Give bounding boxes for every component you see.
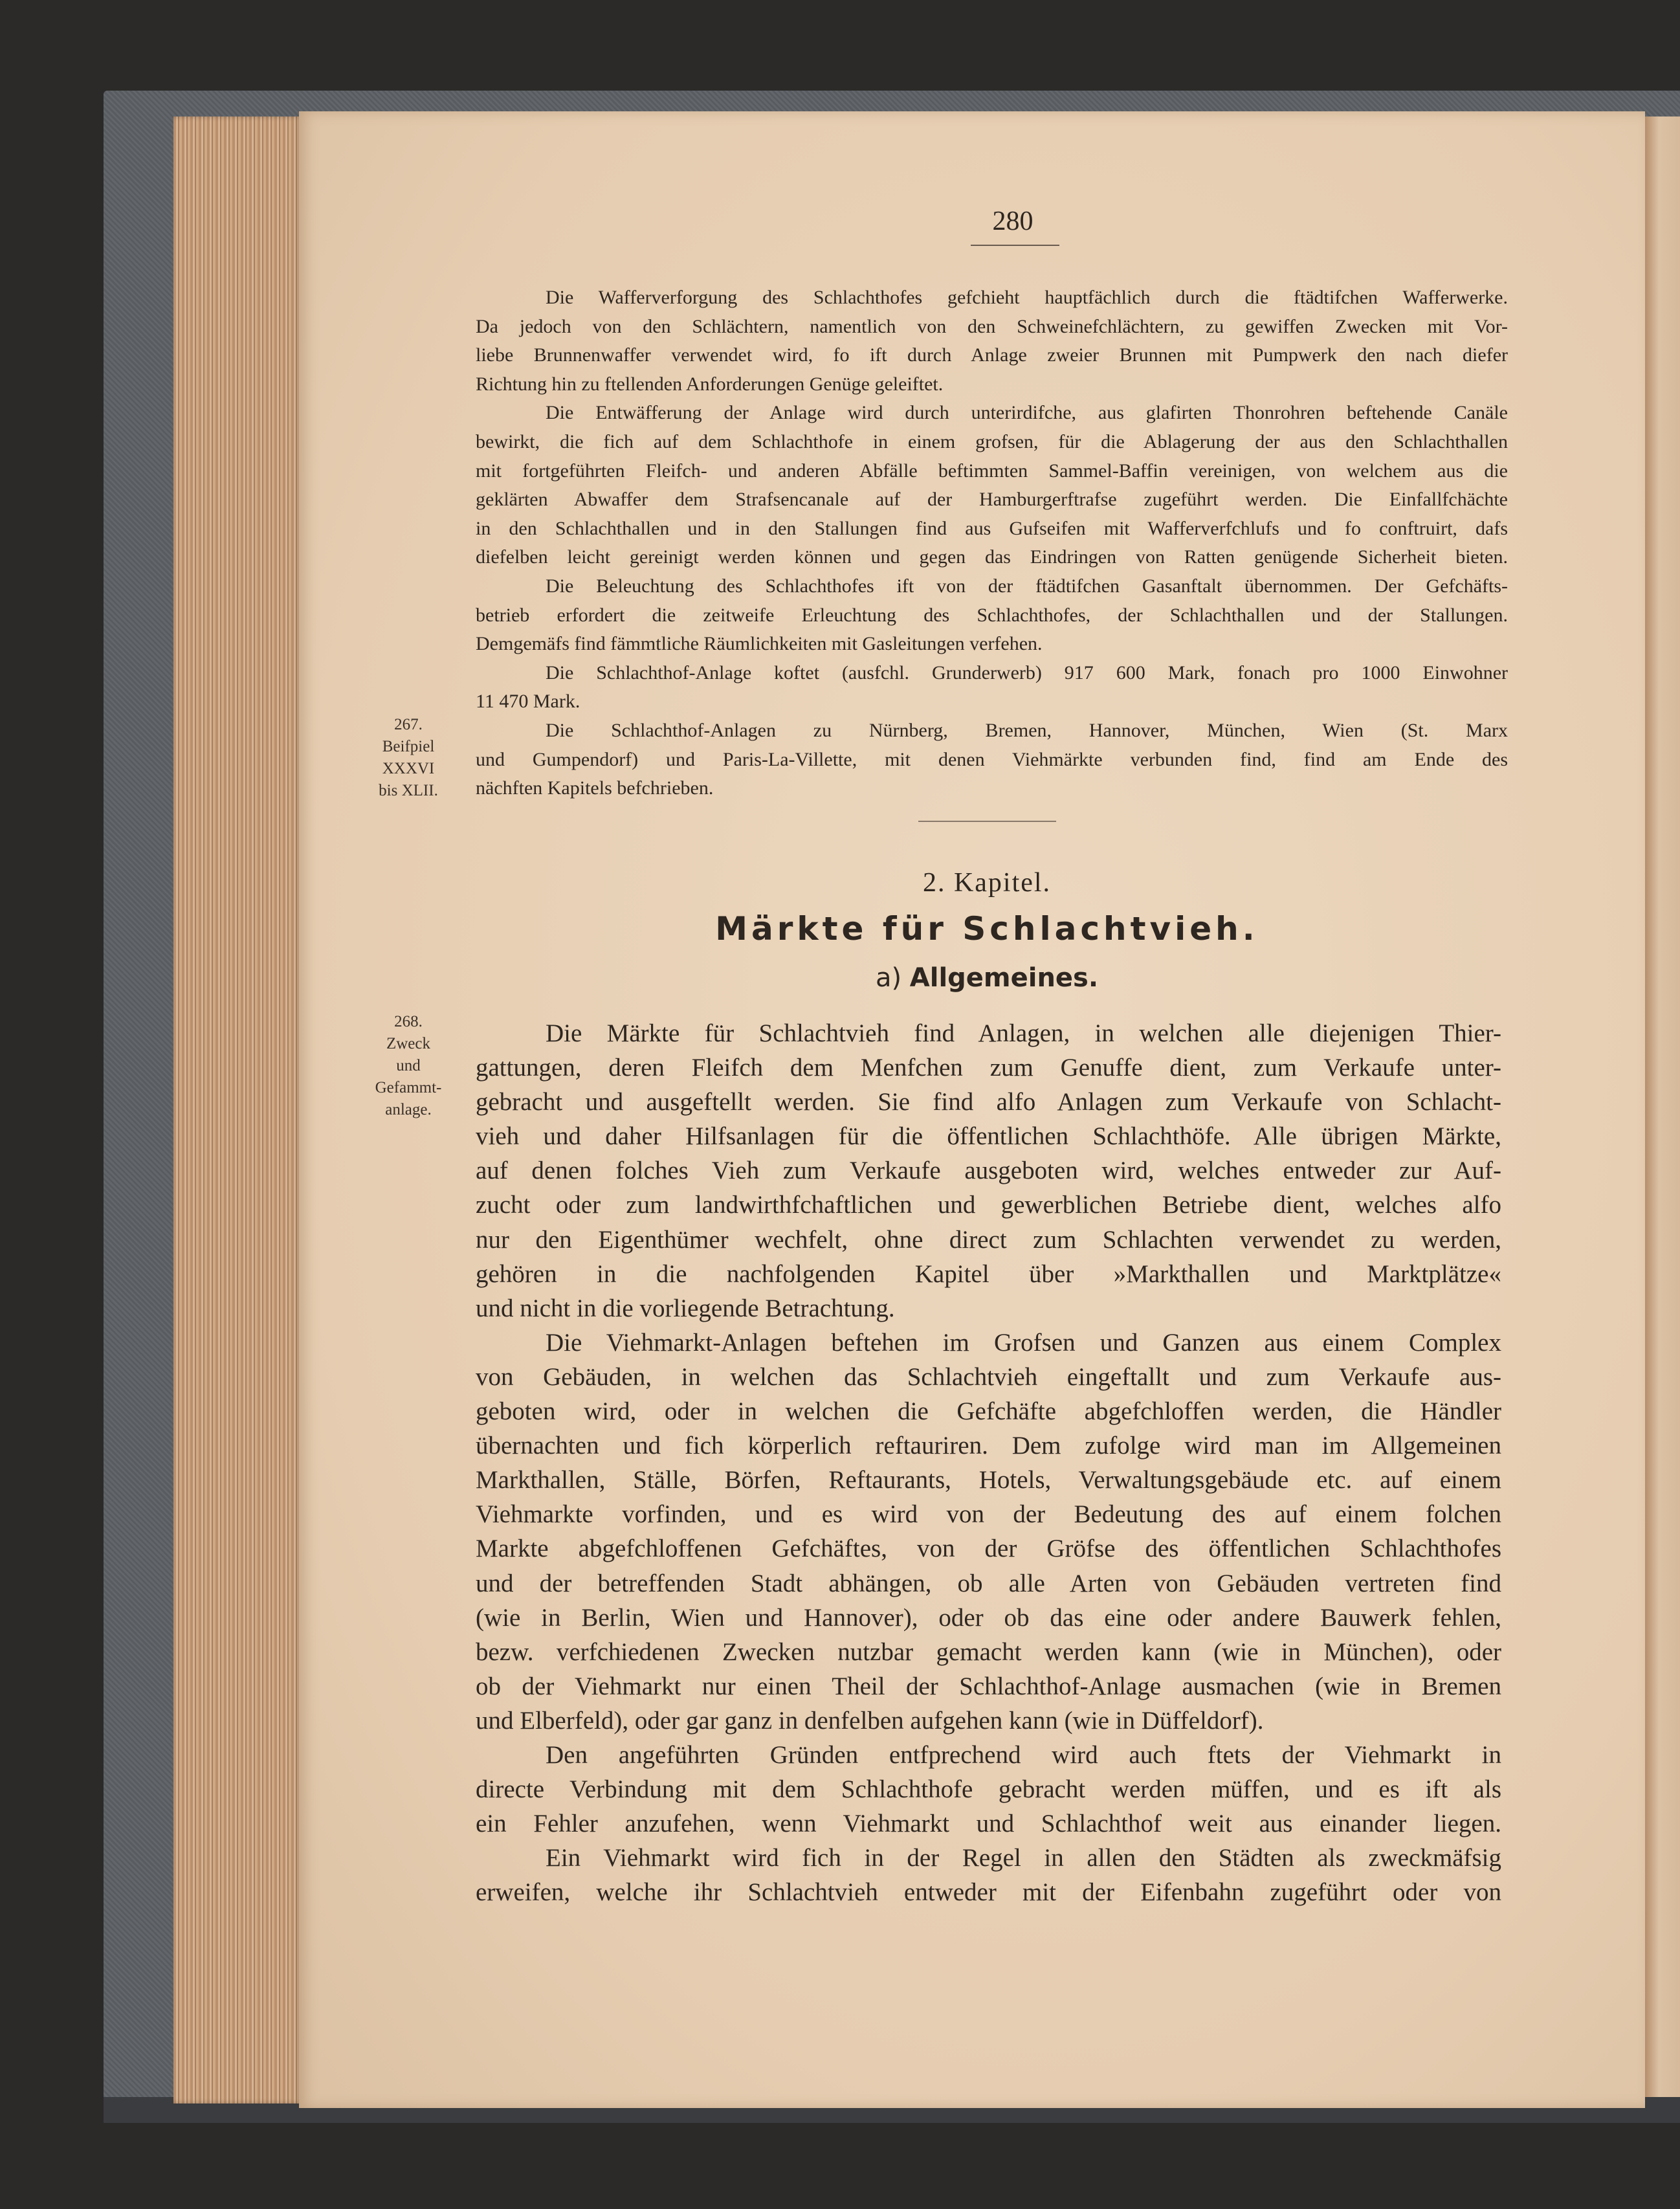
- text-line: gehören in die nachfolgenden Kapitel über »Markthallen und Marktplätze«: [476, 1260, 1501, 1288]
- page-number-rule: [971, 245, 1059, 246]
- text-line: (wie in Berlin, Wien und Hannover), oder ob das eine oder andere Bauwerk fehlen,: [476, 1603, 1501, 1632]
- subsection-title: Allgemeines.: [909, 963, 1099, 993]
- margin-note-268: [363, 1011, 454, 1121]
- text-line: liebe Brunnenwaffer verwendet wird, fo ift durch Anlage zweier Brunnen mit Pumpwerk den nach diefer: [476, 344, 1508, 366]
- margin-note-line: bis XLII.: [379, 782, 438, 799]
- subsection-prefix: a): [875, 963, 902, 993]
- margin-note-line: Gefammt-: [375, 1079, 442, 1096]
- page-edges: [173, 117, 303, 2104]
- text-line: und der betreffenden Stadt abhängen, ob alle Arten von Gebäuden vertreten find: [476, 1569, 1501, 1597]
- text-line: Die Märkte für Schlachtvieh find Anlagen, in welchen alle diejenigen Thier-: [546, 1019, 1501, 1047]
- section-water-drainage-lighting: [476, 283, 1508, 803]
- text-line: geklärten Abwaffer dem Strafsencanale auf der Hamburgerftrafse zugeführt werden. Die Einfallfchächte: [476, 489, 1508, 511]
- margin-note-line: 267.: [394, 716, 423, 733]
- text-line: Ein Viehmarkt wird fich in der Regel in allen den Städten als zweckmäfsig: [546, 1844, 1501, 1872]
- text-line: Markthallen, Ställe, Börfen, Reftaurants, Hotels, Verwaltungsgebäude etc. auf einem: [476, 1466, 1501, 1494]
- text-line: Markte abgefchloffenen Gefchäftes, von der Gröfse des öffentlichen Schlachthofes: [476, 1535, 1501, 1563]
- text-line: erweifen, welche ihr Schlachtvieh entweder mit der Eifenbahn zugeführt oder von: [476, 1878, 1501, 1907]
- text-line: auf denen folches Vieh zum Verkaufe ausgeboten wird, welches entweder zur Auf-: [476, 1157, 1501, 1185]
- text-line: Die Wafferverforgung des Schlachthofes gefchieht hauptfächlich durch die ftädtifchen Wafferwerke.: [546, 287, 1508, 308]
- text-line: zucht oder zum landwirthfchaftlichen und gewerblichen Betriebe dient, welches alfo: [476, 1191, 1501, 1219]
- text-line: übernachten und fich körperlich reftauriren. Dem zufolge wird man im Allgemeinen: [476, 1432, 1501, 1460]
- text-line: und Gumpendorf) und Paris-La-Villette, mit denen Viehmärkte verbunden find, find am Ende des: [476, 748, 1508, 770]
- text-line: ein Fehler anzufehen, wenn Viehmarkt und Schlachthof weit aus einander liegen.: [476, 1810, 1501, 1838]
- text-line: gebracht und ausgeftellt werden. Sie find alfo Anlagen zum Verkaufe von Schlacht-: [476, 1088, 1501, 1116]
- margin-note-line: Zweck: [386, 1035, 431, 1052]
- subsection-heading: [841, 963, 1133, 993]
- text-line: ob der Viehmarkt nur einen Theil der Schlachthof-Anlage ausmachen (wie in Bremen: [476, 1672, 1501, 1700]
- text-line: betrieb erfordert die zeitweife Erleuchtung des Schlachthofes, der Schlachthallen und der Stallungen.: [476, 604, 1508, 626]
- text-line: von Gebäuden, in welchen das Schlachtvieh eingeftallt und zum Verkaufe aus-: [476, 1362, 1501, 1391]
- text-line: Richtung hin zu ftellenden Anforderungen Genüge geleiftet.: [476, 373, 944, 395]
- text-line: Die Viehmarkt-Anlagen beftehen im Grofsen und Ganzen aus einem Complex: [546, 1328, 1501, 1357]
- text-line: diefelben leicht gereinigt werden können und gegen das Eindringen von Ratten genügende Sicherheit bieten.: [476, 546, 1508, 568]
- text-line: in den Schlachthallen und in den Stallungen find aus Gufseifen mit Wafferverfchlufs und fo conftruirt, dafs: [476, 517, 1508, 539]
- text-line: vieh und daher Hilfsanlagen für die öffentlichen Schlachthöfe. Alle übrigen Märkte,: [476, 1122, 1501, 1151]
- text-line: Die Schlachthof-Anlagen zu Nürnberg, Bremen, Hannover, München, Wien (St. Marx: [546, 719, 1508, 741]
- text-line: Da jedoch von den Schlächtern, namentlich von den Schweinefchlächtern, zu gewiffen Zwecken mit Vor-: [476, 315, 1508, 337]
- text-line: Viehmarkte vorfinden, und es wird von der Bedeutung des auf einem folchen: [476, 1500, 1501, 1529]
- text-line: mit fortgeführten Fleifch- und anderen Abfälle beftimmten Sammel-Baffin vereinigen, von welchem aus die: [476, 460, 1508, 482]
- text-line: Den angeführten Gründen entfprechend wird auch ftets der Viehmarkt in: [546, 1740, 1501, 1769]
- text-line: directe Verbindung mit dem Schlachthofe gebracht werden müffen, und es ift als: [476, 1775, 1501, 1804]
- facing-page-edge: [1645, 117, 1680, 2097]
- margin-note-line: und: [396, 1057, 421, 1074]
- margin-note-267: [363, 714, 454, 802]
- text-line: gattungen, deren Fleifch dem Menfchen zum Genuffe dient, zum Verkaufe unter-: [476, 1054, 1501, 1082]
- section-separator: [918, 821, 1056, 822]
- margin-note-line: anlage.: [385, 1101, 432, 1118]
- chapter-title: Märkte für Schlachtvieh.: [715, 910, 1259, 948]
- text-line: bezw. verfchiedenen Zwecken nutzbar gemacht werden kann (wie in München), oder: [476, 1637, 1501, 1666]
- text-line: und nicht in die vorliegende Betrachtung.: [476, 1294, 895, 1322]
- text-line: nächften Kapitels befchrieben.: [476, 777, 714, 799]
- text-line: bewirkt, die fich auf dem Schlachthofe in einem grofsen, für die Ablagerung der aus den Schlachthallen: [476, 430, 1508, 452]
- text-line: Demgemäfs find fämmtliche Räumlichkeiten mit Gasleitungen verfehen.: [476, 633, 1043, 655]
- chapter-number: 2. Kapitel.: [922, 868, 1052, 898]
- text-line: und Elberfeld), oder gar ganz in denfelben aufgehen kann (wie in Düffeldorf).: [476, 1706, 1264, 1735]
- page-number: 280: [992, 206, 1033, 236]
- text-line: nur den Eigenthümer wechfelt, ohne direct zum Schlachten verwendet zu werden,: [476, 1225, 1501, 1254]
- margin-note-line: 268.: [394, 1013, 423, 1030]
- section-markets-general: [476, 1016, 1501, 1909]
- margin-note-line: XXXVI: [382, 760, 435, 777]
- margin-note-line: Beifpiel: [382, 738, 435, 755]
- text-line: Die Entwäfferung der Anlage wird durch unterirdifche, aus glafirten Thonrohren beftehende Canäle: [546, 402, 1508, 424]
- text-line: Die Beleuchtung des Schlachthofes ift von der ftädtifchen Gasanftalt übernommen. Der Gefchäfts-: [546, 575, 1508, 597]
- text-line: geboten wird, oder in welchen die Gefchäfte abgefchloffen werden, die Händler: [476, 1397, 1501, 1426]
- text-line: 11 470 Mark.: [476, 691, 580, 713]
- text-line: Die Schlachthof-Anlage koftet (ausfchl. Grunderwerb) 917 600 Mark, fonach pro 1000 Einwohner: [546, 661, 1508, 683]
